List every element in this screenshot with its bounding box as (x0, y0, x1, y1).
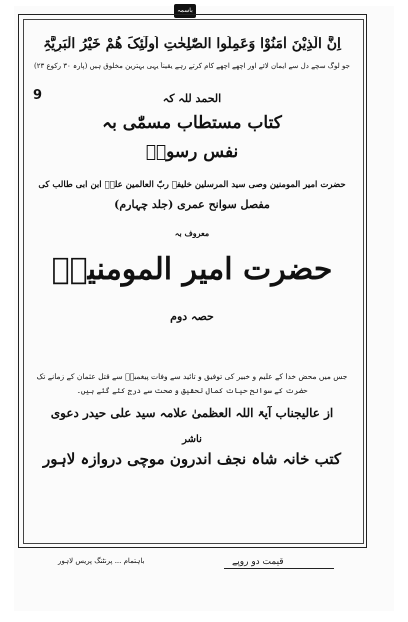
maroof-text: معروف بہ (174, 228, 210, 238)
hazrat-line: حضرت امیر المومنین وصی سید المرسلین خلیفہ ربّ العالمین علیؑ ابن ابی طالب کی (38, 180, 346, 190)
page-number: 9 (33, 88, 43, 103)
price-underline (224, 568, 334, 569)
description-line-1: جس میں محض خدا کے علیم و خبیر کی توفیق و تائید سے وفات پیغمبرؐ سے قتل عثمان کے زمانے تک (36, 372, 348, 381)
verse-translation: جو لوگ سچے دل سے ایمان لائے اور اچھے اچھے کام کرتے رہے یقیناً یہی بہترین مخلوق ہیں (پارہ ۳۰ رکوع ۲۳) (34, 62, 350, 70)
nafs-rasool-title: نفس رسولؐ (145, 142, 239, 162)
publisher-name: کتب خانہ شاہ نجف اندرون موچی دروازہ لاہور (42, 450, 342, 468)
main-title: حضرت امیر المومنینؑ (51, 252, 333, 287)
seal-stamp: باسمہ (174, 4, 196, 18)
publisher-label: ناشر (182, 434, 202, 445)
author-line: از عالیجناب آیۃ اللہ العظمیٰ علامہ سید علی حیدر دعوی (50, 406, 334, 420)
book-title: کتاب مستطاب مسمّٰی بہ (102, 113, 282, 133)
printer-text: باہتمام ... پرنٹنگ پریس لاہور (58, 557, 145, 565)
price-text: قیمت دو روپے (232, 557, 284, 567)
description-line-2: حضرت کے سوانح حیات کمال تحقیق و صحت سے درج کئے گئے ہیں۔ (76, 386, 308, 395)
sawanih-line: مفصل سوانح عمری (جلد چہارم) (114, 198, 270, 211)
part-label: حصہ دوم (170, 310, 214, 323)
alhamdulillah-text: الحمد للہ کہ (162, 92, 222, 105)
quran-verse: اِنَّ الَّذِیْنَ اٰمَنُوْا وَعَمِلُوا الصّٰلِحٰتِ اُولٰٓئِکَ ھُمْ خَیْرُ الْبَرِیَّۃِ (43, 36, 341, 52)
